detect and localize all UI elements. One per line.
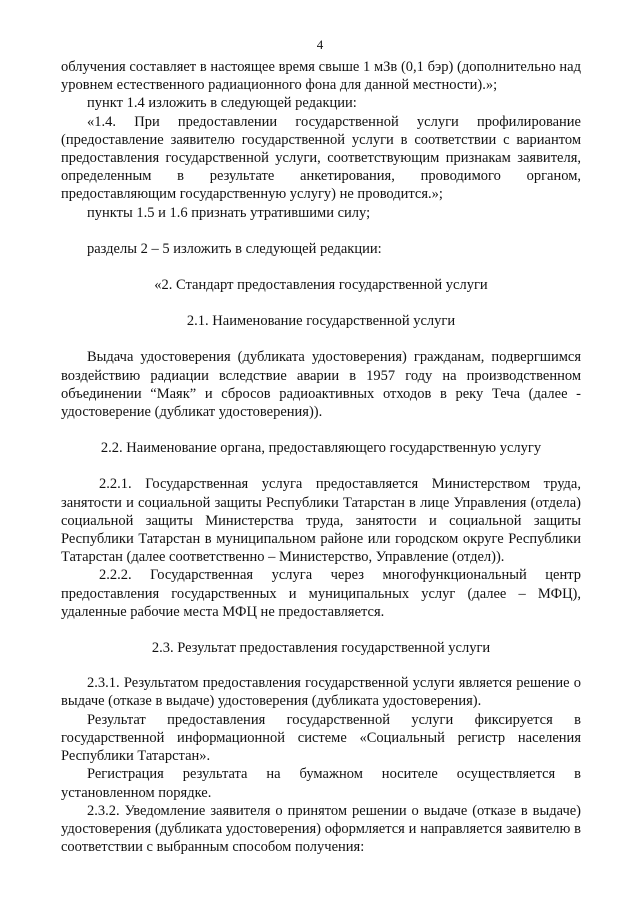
paragraph-continuation: облучения составляет в настоящее время свыше 1 мЗв (0,1 бэр) (дополнительно над уровнем естественного радиационного фона для данной местности).»; [61,59,581,94]
paragraph-sections-2-5: разделы 2 – 5 изложить в следующей редакции: [87,240,382,257]
page-number: 4 [316,37,324,52]
paragraph-2-2-2: 2.2.2. Государственная услуга через многофункциональный центр предоставления государственных и муниципальных услуг (далее – МФЦ), удаленные рабочие места МФЦ не предоставляется. [61,567,581,620]
subsection-heading-2-1: 2.1. Наименование государственной услуги [186,313,456,330]
paragraph-1-4-text: «1.4. При предоставлении государственной услуги профилирование (предоставление заявителю государственной услуги в соответствии с вариантом предоставления государственной услуги, соответствующим признакам заявителя, определенным в результате анкетирования, проводимого органом, предоставляющим государственную услугу) не проводится.»; [61,113,581,203]
paragraph-result-fixed: Результат предоставления государственной услуги фиксируется в государственной информационной системе «Социальный регистр населения Республики Татарстан». [61,711,581,765]
paragraph-service-name: Выдача удостоверения (дубликата удостоверения) гражданам, подвергшимся воздействию радиации вследствие аварии в 1957 году на производственном объединении “Маяк” и сбросов радиоактивных отходов в реку Теча (далее - удостоверение (дубликат удостоверения)). [61,349,581,421]
subsection-heading-2-3: 2.3. Результат предоставления государственной услуги [151,640,491,657]
paragraph-amend-1-4: пункт 1.4 изложить в следующей редакции: [87,95,357,112]
paragraph-2-3-2: 2.3.2. Уведомление заявителя о принятом решении о выдаче (отказе в выдаче) удостоверения (дубликата удостоверения) оформляется и направляется заявителю в соответствии с выбранным способом получения: [61,802,581,856]
paragraph-2-3-1: 2.3.1. Результатом предоставления государственной услуги является решение о выдаче (отказе в выдаче) удостоверения (дубликата удостоверения). [61,675,581,710]
paragraph-2-2-1: 2.2.1. Государственная услуга предоставляется Министерством труда, занятости и социальной защиты Республики Татарстан в лице Управления (отдела) социальной защиты Министерства труда, занятости и социальной защиты Республики Татарстан в муниципальном районе или городском округе Республики Татарстан (далее соответственно – Министерство, Управление (отдел)). [61,476,581,566]
section-heading-2: «2. Стандарт предоставления государственной услуги [154,277,488,294]
subsection-heading-2-2: 2.2. Наименование органа, предоставляющего государственную услугу [100,440,542,457]
paragraph-repeal-1-5-1-6: пункты 1.5 и 1.6 признать утратившими силу; [87,204,371,221]
paragraph-registration: Регистрация результата на бумажном носителе осуществляется в установленном порядке. [61,766,581,801]
document-body [61,58,581,856]
